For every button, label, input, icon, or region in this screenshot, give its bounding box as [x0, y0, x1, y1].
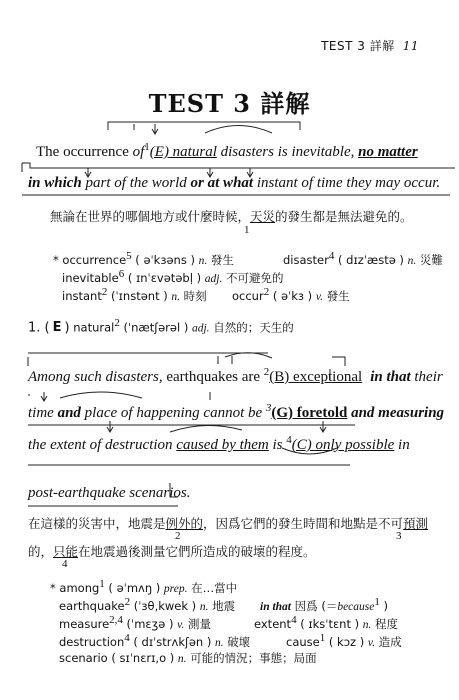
text-segment: ，因爲它們的發生時間和地點是不可: [203, 516, 404, 531]
text-segment: caused by them: [176, 437, 269, 453]
key-phrase: no matter: [358, 144, 418, 160]
sentence-2-line-1: [28, 366, 443, 386]
definition: 地震: [208, 598, 236, 613]
vocab-entry: [286, 632, 402, 650]
definition: 測量: [184, 616, 211, 631]
vocab-entry: [59, 614, 211, 632]
blank-number: 2: [175, 530, 181, 542]
vocab-word: occurrence: [62, 252, 127, 267]
part-of-speech: n.: [199, 600, 209, 613]
answer-number: ): [64, 320, 70, 336]
vocab-word: natural: [69, 320, 115, 335]
sentence-1-line-1: [36, 141, 418, 161]
part-of-speech: n.: [362, 618, 372, 631]
part-of-speech: adj.: [191, 322, 210, 335]
blank-number: 1: [244, 224, 250, 236]
text-segment: 的發生都是無法避免的。: [275, 209, 413, 224]
vocab-entry: [59, 596, 235, 614]
part-of-speech: adj.: [204, 272, 223, 285]
blank-number: 1: [144, 141, 150, 153]
answer-blank: [150, 144, 217, 160]
level-number: 4: [124, 632, 130, 644]
vocab-word: earthquake: [59, 598, 125, 613]
vocab-entry: [283, 250, 443, 268]
level-number: 1: [99, 578, 105, 590]
arc-mark: [205, 126, 272, 134]
definition: 可能的情況；事態；局面: [186, 651, 317, 665]
text-segment: is: [268, 437, 287, 453]
answer-number: 1. (: [28, 320, 50, 336]
bullet-star: *: [50, 580, 56, 595]
bracket-mark: [332, 357, 345, 366]
level-number: 2: [101, 286, 108, 298]
vocab-entry: [232, 286, 350, 304]
definition: 造成: [374, 634, 402, 649]
part-of-speech: n.: [198, 254, 208, 267]
key-phrase: in which: [28, 175, 82, 191]
phonetic: ( dɪˈstrʌkʃən ): [129, 634, 216, 649]
page-title: TEST 3 詳解: [148, 89, 311, 118]
definition: 災難: [416, 252, 443, 267]
key-phrase: and: [57, 405, 81, 421]
answer-text: (B) exceptional: [269, 369, 363, 385]
definition: 不可避免的: [222, 270, 284, 285]
phonetic: ( əˈmʌŋ ): [104, 580, 164, 595]
bracket-mark: [108, 122, 300, 130]
vocab-word: cause: [286, 634, 320, 649]
phonetic: ( sɪˈnɛrɪ,o ): [107, 651, 178, 665]
part-of-speech: n.: [177, 653, 187, 665]
answer-blank: [271, 405, 347, 421]
text-segment: earthquakes are: [162, 369, 264, 385]
level-number: 1: [374, 596, 380, 608]
vocab-word: inevitable: [62, 270, 119, 285]
vocab-entry: [260, 596, 388, 614]
level-number: 2: [114, 317, 120, 329]
text-segment: 的，: [28, 544, 54, 559]
level-number: 6: [118, 268, 125, 280]
vocab-word: occur: [232, 288, 264, 303]
text-segment: cannot be: [203, 405, 266, 421]
text-segment: of: [132, 144, 145, 160]
level-number: 5: [126, 250, 132, 262]
text-segment: The occurrence: [36, 144, 133, 160]
definition: 破壞: [223, 634, 251, 649]
vocab-entry: [254, 614, 398, 632]
level-number: 4: [291, 614, 297, 626]
part-of-speech: n.: [215, 636, 224, 649]
text-segment: the extent of destruction: [28, 437, 177, 453]
phonetic: ( ɪksˈtɛnt ): [296, 616, 363, 631]
text-segment: place of happening: [80, 405, 204, 421]
synonym: because: [337, 600, 375, 613]
level-number: 2: [124, 596, 131, 608]
vocab-entry: [59, 650, 317, 666]
key-phrase: 天災: [250, 209, 276, 224]
sentence-2-line-2: [28, 402, 444, 422]
definition: 發生: [322, 288, 350, 303]
key-phrase: 例外的: [165, 516, 204, 531]
definition: 在…當中: [187, 580, 238, 595]
arc-mark: [170, 425, 242, 432]
bracket-mark: [22, 163, 455, 168]
vocab-word: disaster: [283, 252, 329, 267]
level-number: 4: [328, 250, 335, 262]
arc-mark: [60, 392, 142, 398]
text-segment: their: [410, 369, 443, 385]
phonetic: ( əˈkɜ ): [269, 288, 316, 303]
phonetic: (ˈɜθ,kwek ): [130, 598, 200, 613]
phonetic: (ˈɪnstənt ): [107, 288, 172, 303]
key-phrase: and measuring: [347, 405, 445, 421]
vocab-entry: [62, 286, 207, 304]
blank-number: 2: [263, 366, 270, 378]
part-of-speech: n.: [171, 290, 181, 303]
phonetic: ( dɪzˈæstə ): [334, 252, 408, 267]
text-segment: time: [28, 405, 58, 421]
page-number: 11: [402, 39, 419, 53]
translation-2-line-2: [28, 542, 316, 560]
answer-text: (G) foretold: [271, 405, 348, 421]
sentence-2-line-4: post-earthquake scenarios.: [28, 485, 191, 501]
answer-text: (E) natural: [149, 144, 217, 160]
phonetic: (ˈmɛʒə ): [122, 616, 178, 631]
vocab-word: among: [59, 580, 100, 595]
text-segment: in: [394, 437, 410, 453]
definition: 時刻: [180, 288, 207, 303]
text-segment: Among such disasters,: [28, 369, 163, 385]
definition: 發生: [207, 252, 234, 267]
vocab-phrase: in that: [260, 600, 292, 613]
vocab-word: scenario: [59, 651, 108, 665]
phonetic: ( əˈkɜəns ): [131, 252, 199, 267]
blank-number: 3: [265, 402, 272, 414]
level-number: 1: [319, 632, 326, 644]
text-segment: part of the world: [81, 175, 191, 191]
vocab-entry: [50, 578, 237, 596]
part-of-speech: v.: [315, 290, 323, 303]
text-segment: 無論在世界的哪個地方或什麼時候，: [50, 209, 251, 224]
level-number: 2,4: [109, 614, 123, 626]
answer-blank: [292, 437, 395, 453]
key-phrase: 只能: [53, 544, 79, 559]
part-of-speech: n.: [407, 254, 417, 267]
translation-2-line-1: [28, 514, 428, 532]
part-of-speech: v.: [367, 636, 375, 649]
answer-line: [28, 317, 294, 335]
key-phrase: or: [190, 175, 204, 191]
answer-letter: E: [52, 320, 62, 336]
phonetic: (ˈnætʃərəl ): [119, 320, 192, 335]
text-segment: instant of time they may occur.: [253, 175, 441, 191]
text-segment: disasters is inevitable,: [216, 144, 359, 160]
part-of-speech: v.: [177, 618, 185, 631]
key-phrase: at what: [207, 175, 254, 191]
text-segment: ): [379, 598, 389, 613]
key-phrase: 預測: [403, 516, 429, 531]
sentence-2-line-3: [28, 434, 410, 454]
definition: 因爲 (＝: [291, 598, 338, 613]
vocab-word: destruction: [59, 634, 125, 649]
blank-number: 4: [62, 558, 68, 570]
bullet-star: *: [53, 252, 59, 267]
blank-number: 4: [286, 434, 292, 446]
vocab-entry: [59, 632, 250, 650]
vocab-word: extent: [254, 616, 292, 631]
translation-1: [50, 207, 413, 225]
part-of-speech: prep.: [163, 582, 188, 595]
text-segment: 在這樣的災害中，地震是: [28, 516, 166, 531]
vocab-entry: [62, 268, 284, 286]
header-text: TEST 3 詳解: [321, 39, 395, 53]
level-number: 2: [263, 286, 270, 298]
answer-text: (C) only possible: [291, 437, 395, 453]
vocab-entry: [53, 250, 234, 268]
phonetic: ( kɔz ): [325, 634, 368, 649]
phonetic: ( ɪnˈɛvətəbḷ ): [124, 270, 205, 285]
key-phrase: in that: [370, 369, 411, 385]
text-segment: 在地震過後測量它們所造成的破壞的程度。: [78, 544, 316, 559]
definition: 自然的；天生的: [209, 320, 294, 335]
definition: 程度: [371, 616, 399, 631]
sentence-1-line-2: [28, 175, 440, 192]
answer-blank: [269, 369, 362, 385]
blank-number: 3: [396, 530, 402, 542]
vocab-word: instant: [62, 288, 102, 303]
vocab-word: measure: [59, 616, 110, 631]
